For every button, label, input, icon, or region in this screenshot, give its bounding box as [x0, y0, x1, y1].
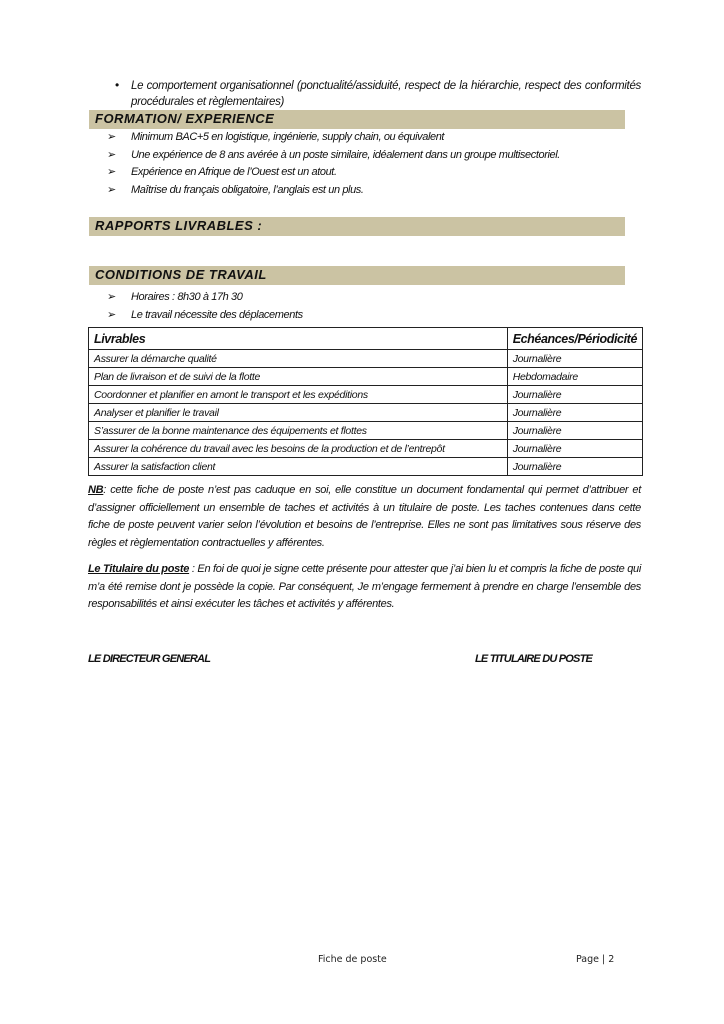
deliverables-table	[88, 327, 643, 476]
titulaire-label: Le Titulaire du poste	[88, 563, 190, 575]
table-cell: Assurer la satisfaction client	[89, 458, 508, 476]
titulaire-paragraph	[88, 561, 641, 614]
section-header-rapports	[89, 217, 625, 236]
bullet-dot-icon: •	[115, 78, 120, 92]
signature-directeur: LE DIRECTEUR GENERAL	[88, 653, 211, 665]
table-row	[89, 440, 643, 458]
formation-list	[107, 129, 560, 199]
arrow-bullet-icon: ➢	[107, 183, 116, 196]
nb-label: NB	[88, 484, 104, 496]
table-cell: Hebdomadaire	[507, 368, 642, 386]
list-item: ➢ Expérience en Afrique de l’Ouest est un atout.	[107, 164, 560, 182]
table-cell: Coordonner et planifier en amont le transport et les expéditions	[89, 386, 508, 404]
page-number: Page | 2	[576, 954, 615, 965]
table-row	[89, 350, 643, 368]
table-cell: Journalière	[507, 350, 642, 368]
arrow-bullet-icon: ➢	[107, 308, 116, 321]
column-header-livrables: Livrables	[89, 328, 508, 350]
section-title-rapports: RAPPORTS LIVRABLES :	[95, 218, 263, 233]
table-cell: Journalière	[507, 458, 642, 476]
arrow-bullet-icon: ➢	[107, 148, 116, 161]
arrow-bullet-icon: ➢	[107, 131, 116, 143]
table-row	[89, 404, 643, 422]
table-cell: Journalière	[507, 386, 642, 404]
conditions-list	[107, 289, 303, 324]
section-title-conditions: CONDITIONS DE TRAVAIL	[95, 267, 267, 282]
section-header-conditions	[89, 266, 625, 285]
table-header-row	[89, 328, 643, 350]
table-cell: Assurer la cohérence du travail avec les besoins de la production et de l’entrepôt	[89, 440, 508, 458]
nb-text: : cette fiche de poste n’est pas caduque en soi, elle constitue un document fondamental qui permet d’attribuer et d’assigner officiellement un ensemble de taches et activités à un titulaire de poste. Les taches contenues dans cette fiche de poste peuvent varier selon l’évolution et besoins de l’entreprise. Elles ne sont pas limitatives sous réserve des règles et règlementation contractuelles y afférentes.	[88, 484, 641, 549]
list-item: ➢ Minimum BAC+5 en logistique, ingénierie, supply chain, ou équivalent	[107, 129, 560, 147]
table-row	[89, 458, 643, 476]
table-row	[89, 422, 643, 440]
table-cell: Journalière	[507, 404, 642, 422]
titulaire-text: : En foi de quoi je signe cette présente pour attester que j’ai bien lu et compris la fiche de poste qui m’a été remise dont je possède la copie. Par conséquent, Je m’engage fermement à prendre en charge l’ensemble des responsabilités et ainsi exécuter les tâches et activités y afférentes.	[88, 563, 641, 610]
arrow-bullet-icon: ➢	[107, 166, 116, 178]
column-header-echeances: Echéances/Périodicité	[507, 328, 642, 350]
list-item: ➢ Le travail nécessite des déplacements	[107, 307, 303, 325]
table-cell: Analyser et planifier le travail	[89, 404, 508, 422]
table-cell: S’assurer de la bonne maintenance des équipements et flottes	[89, 422, 508, 440]
table-cell: Journalière	[507, 440, 642, 458]
section-header-formation	[89, 110, 625, 129]
intro-bullet-text: Le comportement organisationnel (ponctualité/assiduité, respect de la hiérarchie, respect des conformités procédurales et règlementaires)	[131, 80, 641, 108]
table-cell: Plan de livraison et de suivi de la flotte	[89, 368, 508, 386]
table-row	[89, 386, 643, 404]
arrow-bullet-icon: ➢	[107, 291, 116, 303]
table-cell: Journalière	[507, 422, 642, 440]
table-row	[89, 368, 643, 386]
list-item: ➢ Une expérience de 8 ans avérée à un poste similaire, idéalement dans un groupe multisectoriel.	[107, 147, 560, 165]
section-title-formation: FORMATION/ EXPERIENCE	[95, 111, 275, 126]
signature-titulaire: LE TITULAIRE DU POSTE	[475, 653, 593, 665]
list-item: ➢ Horaires : 8h30 à 17h 30	[107, 289, 303, 307]
nb-paragraph	[88, 482, 641, 552]
footer-title: Fiche de poste	[318, 954, 387, 965]
table-cell: Assurer la démarche qualité	[89, 350, 508, 368]
list-item: ➢ Maîtrise du français obligatoire, l’anglais est un plus.	[107, 182, 560, 200]
